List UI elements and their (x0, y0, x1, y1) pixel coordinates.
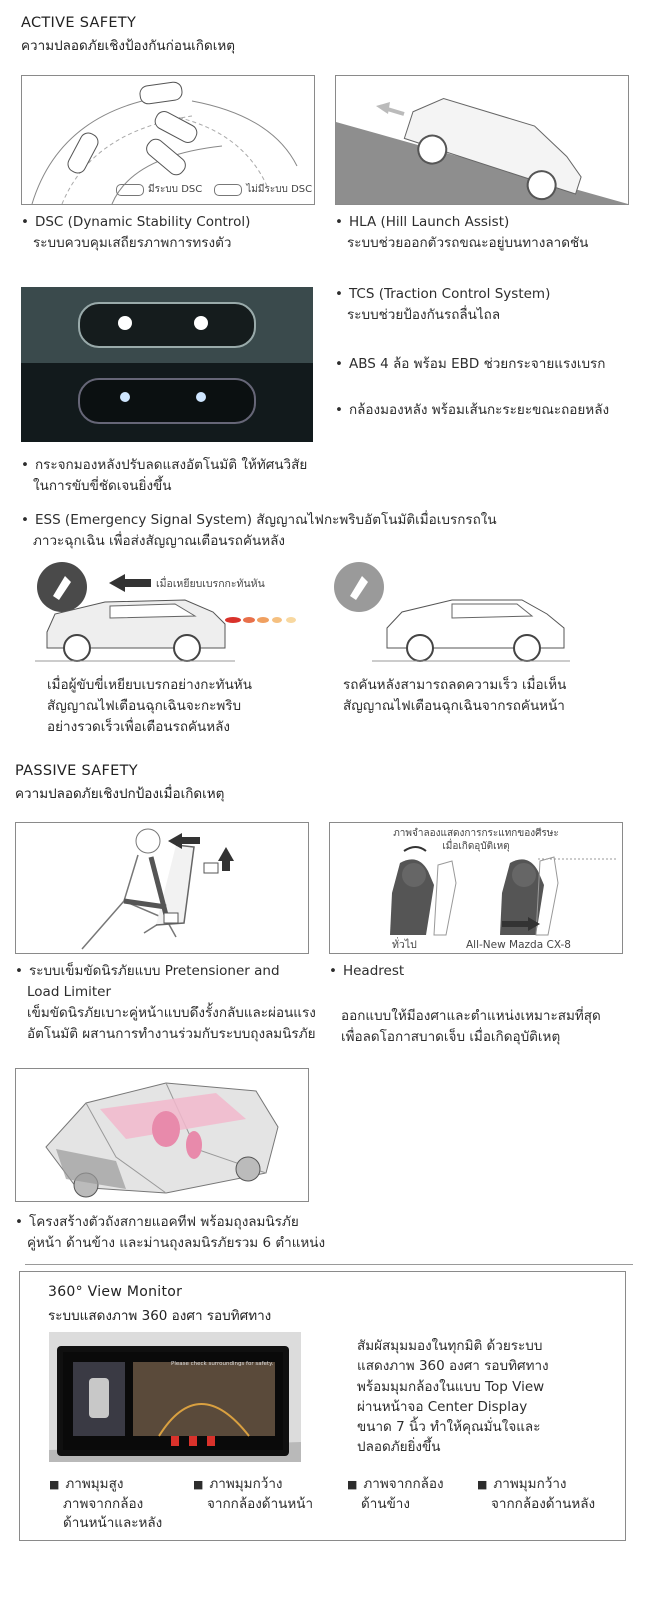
hla-desc: ระบบช่วยออกตัวรถขณะอยู่บนทางลาดชัน (347, 234, 589, 251)
seatbelt-title-line1: • ระบบเข็มขัดนิรภัยแบบ Pretensioner and (15, 961, 316, 982)
hla-drawing (336, 76, 628, 204)
active-safety-subtitle: ความปลอดภัยเชิงป้องกันก่อนเกิดเหตุ (21, 38, 236, 54)
view-monitor-desc (357, 1336, 549, 1458)
dsc-title: • DSC (Dynamic Stability Control) (21, 212, 250, 233)
ess-left-desc (47, 675, 252, 738)
body-structure-line1: • โครงสร้างตัวถังสกายแอคทีฟ พร้อมถุงลมนิรภัย (15, 1212, 325, 1233)
ess-line2: ภาวะฉุกเฉิน เพื่อส่งสัญญาณเตือนรถคันหลัง (33, 532, 285, 549)
view-item-rear-wide (477, 1475, 595, 1514)
body-structure-caption (15, 1212, 325, 1254)
headrest-illustration (329, 822, 623, 954)
ess-right-desc (343, 675, 566, 717)
view-item-line: จากกล้องด้านหน้า (207, 1495, 314, 1512)
sudden-brake-label: เมื่อเหยียบเบรกกะทันหัน (156, 578, 265, 590)
view-monitor-desc-line: สัมผัสมุมมองในทุกมิติ ด้วยระบบ (357, 1338, 543, 1354)
view-monitor-desc-line: พร้อมมุมกล้องในแบบ Top View (357, 1378, 545, 1395)
mirror-line1: • กระจกมองหลังปรับลดแสงอัตโนมัติ ให้ทัศนวิสัย (21, 455, 307, 476)
arrow-left-icon (168, 833, 182, 849)
view-monitor-desc-line: ผ่านหน้าจอ Center Display (357, 1398, 528, 1415)
view-monitor-title: 360° View Monitor (48, 1284, 183, 1300)
center-display-drawing (49, 1332, 301, 1462)
tcs-desc: ระบบช่วยป้องกันรถลื่นไถล (347, 306, 501, 323)
abs-caption: • ABS 4 ล้อ พร้อม EBD ช่วยกระจายแรงเบรก (335, 354, 605, 375)
seatbelt-drawing (16, 823, 308, 953)
ess-left-desc-line: เมื่อผู้ขับขี่เหยียบเบรกอย่างกะทันหัน (47, 677, 252, 693)
dsc-illustration (21, 75, 315, 205)
headrest-label-normal: ทั่วไป (392, 939, 417, 951)
ess-caption (21, 510, 497, 552)
screen-warning-text: Please check surroundings for safety. (171, 1361, 274, 1367)
view-item-title: ■ ภาพมุมกว้าง (477, 1475, 595, 1495)
passive-safety-subtitle: ความปลอดภัยเชิงปกป้องเมื่อเกิดเหตุ (15, 786, 225, 802)
passive-safety-title: PASSIVE SAFETY (15, 763, 138, 779)
view-item-title: ■ ภาพมุมกว้าง (193, 1475, 313, 1495)
view-item-front-wide (193, 1475, 313, 1514)
seatbelt-desc-line2: อัตโนมัติ ผสานการทำงานร่วมกับระบบถุงลมนิรภัย (27, 1025, 316, 1042)
auto-dimming-mirror-photo (21, 287, 313, 442)
legend-without-dsc: ไม่มีระบบ DSC (246, 184, 313, 195)
body-structure-drawing (16, 1069, 308, 1201)
view-item-title: ■ ภาพมุมสูง (49, 1475, 162, 1495)
hla-caption (335, 212, 588, 254)
ess-left-desc-line: อย่างรวดเร็วเพื่อเตือนรถคันหลัง (47, 718, 231, 735)
seatbelt-desc-line1: เข็มขัดนิรภัยเบาะคู่หน้าแบบดึงรั้งกลับและผ่อนแรง (27, 1004, 316, 1021)
headrest-desc-line2: เพื่อลดโอกาสบาดเจ็บ เมื่อเกิดอุบัติเหตุ (341, 1028, 561, 1045)
ess-right-drawing (332, 562, 572, 667)
car-outline-icon (214, 184, 242, 196)
view-monitor-desc-line: แสดงภาพ 360 องศา รอบทิศทาง (357, 1358, 549, 1375)
view-item-title: ■ ภาพจากกล้อง (347, 1475, 444, 1495)
ess-follow-car-illustration (332, 562, 572, 667)
headrest-desc-line1: ออกแบบให้มีองศาและตำแหน่งเหมาะสมที่สุด (341, 1007, 601, 1024)
ess-right-desc-line: รถคันหลังสามารถลดความเร็ว เมื่อเห็น (343, 677, 567, 693)
headrest-drawing (330, 823, 622, 953)
arrow-up-icon (218, 847, 234, 861)
section-divider (25, 1264, 633, 1265)
active-safety-title: ACTIVE SAFETY (21, 15, 137, 31)
hla-title: • HLA (Hill Launch Assist) (335, 212, 588, 233)
view-item-line: ด้านข้าง (361, 1495, 410, 1512)
dsc-desc: ระบบควบคุมเสถียรภาพการทรงตัว (33, 234, 232, 251)
ess-left-desc-line: สัญญาณไฟเตือนฉุกเฉินจะกะพริบ (47, 697, 242, 714)
arrow-left-icon (376, 102, 390, 114)
view-monitor-desc-line: ปลอดภัยยิ่งขึ้น (357, 1439, 441, 1456)
mirror-caption (21, 455, 307, 497)
headrest-label-cx8: All-New Mazda CX-8 (466, 939, 571, 951)
seatbelt-title-line2: Load Limiter (27, 983, 111, 1000)
body-structure-line2: คู่หน้า ด้านข้าง และม่านถุงลมนิรภัยรวม 6 ตำแหน่ง (27, 1234, 326, 1251)
view-item-line: ด้านหน้าและหลัง (63, 1515, 163, 1532)
center-display-photo (49, 1332, 301, 1462)
mirror-line2: ในการขับขี่ชัดเจนยิ่งขึ้น (33, 477, 172, 494)
ess-line1: • ESS (Emergency Signal System) สัญญาณไฟกะพริบอัตโนมัติเมื่อเบรกรถใน (21, 510, 497, 531)
headrest-image-title-line2: เมื่อเกิดอุบัติเหตุ (442, 841, 510, 852)
view-item-side (347, 1475, 444, 1514)
rear-camera-caption: • กล้องมองหลัง พร้อมเส้นกะระยะขณะถอยหลัง (335, 400, 609, 421)
headrest-image-title-line1: ภาพจำลองแสดงการกระแทกของศีรษะ (393, 828, 559, 839)
ess-brake-illustration (35, 562, 325, 667)
car-outline-icon (116, 184, 144, 196)
tcs-title: • TCS (Traction Control System) (335, 284, 550, 305)
seatbelt-illustration (15, 822, 309, 954)
seatbelt-caption (15, 961, 316, 1045)
hla-illustration (335, 75, 629, 205)
arrow-left-icon (109, 574, 125, 592)
body-structure-illustration (15, 1068, 309, 1202)
view-monitor-panel (19, 1271, 626, 1541)
view-item-line: จากกล้องด้านหลัง (491, 1495, 596, 1512)
headrest-title: • Headrest (329, 961, 601, 982)
ess-right-desc-line: สัญญาณไฟเตือนฉุกเฉินจากรถคันหน้า (343, 697, 565, 714)
tcs-caption (335, 284, 550, 326)
view-monitor-subtitle: ระบบแสดงภาพ 360 องศา รอบทิศทาง (48, 1308, 272, 1324)
dsc-legend (116, 182, 312, 198)
legend-with-dsc: มีระบบ DSC (148, 184, 203, 195)
view-monitor-desc-line: ขนาด 7 นิ้ว ทำให้คุณมั่นใจและ (357, 1419, 541, 1435)
headrest-caption (329, 961, 601, 1048)
dsc-caption (21, 212, 250, 254)
mirror-drawing (21, 287, 313, 442)
view-item-line: ภาพจากกล้อง (63, 1495, 144, 1512)
view-item-topview (49, 1475, 162, 1534)
